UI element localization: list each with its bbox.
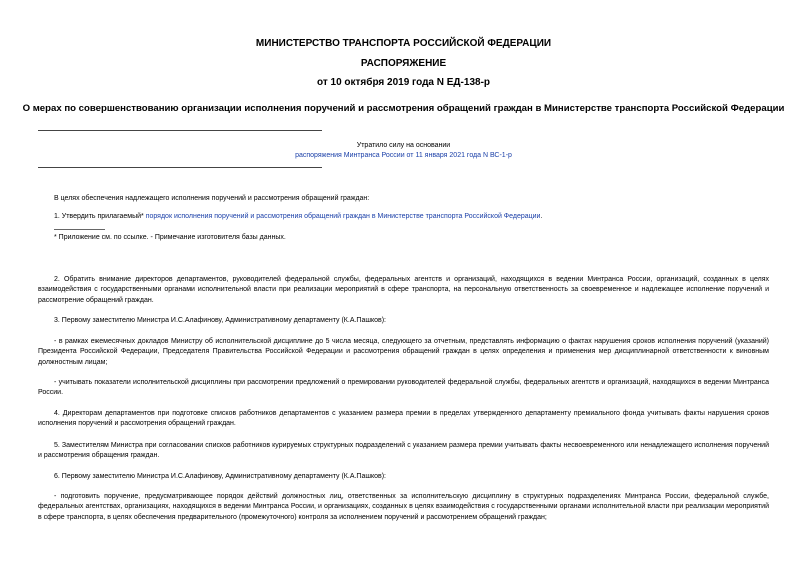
- document-date-number: от 10 октября 2019 года N ЕД-138-р: [316, 77, 491, 88]
- paragraph-5: 5. Заместителям Министра при согласовании списков работников курируемых структурных подразделений с указанием размера премии учитывать факты несвоевременного или ненадлежащего исполнения поручений и рассмотрения обращения граждан.: [38, 442, 769, 460]
- paragraph-3b: - учитывать показатели исполнительской дисциплины при рассмотрении предложений о премировании руководителей федеральной службы, федеральных агентств и организаций, находящихся в ведении Минтранса России.: [38, 379, 769, 397]
- procedure-link[interactable]: порядок исполнения поручений и рассмотрения обращений граждан в Министерстве транспорта Российской Федерации: [145, 213, 541, 220]
- intro-paragraph: В целях обеспечения надлежащего исполнения поручений и рассмотрения обращений граждан:: [54, 195, 370, 202]
- status-note: Утратило силу на основании: [356, 142, 451, 149]
- divider-bottom: [38, 167, 322, 168]
- footnote: * Приложение см. по ссылке. - Примечание изготовителя базы данных.: [54, 234, 286, 241]
- paragraph-2: 2. Обратить внимание директоров департаментов, руководителей федеральной службы, федеральных агентств и организаций, находящихся в ведении Минтранса России, организаций, созданных в целях взаимодействия с государственными органами исполнительной власти при реализации мероприятий в сфере транспорта, на персональную ответственность за своевременное и надлежащее исполнение поручений и рассмотрение обращений граждан.: [38, 276, 769, 304]
- paragraph-6: 6. Первому заместителю Министра И.С.Алафинову, Административному департаменту (К.А.Пашков):: [54, 473, 386, 480]
- document-subject: О мерах по совершенствованию организации исполнения поручений и рассмотрения обращений граждан в Министерстве транспорта Российской Федерации: [22, 103, 785, 114]
- paragraph-1-suffix: .: [540, 213, 543, 220]
- paragraph-1-prefix: 1. Утвердить прилагаемый*: [54, 213, 146, 220]
- ministry-title: МИНИСТЕРСТВО ТРАНСПОРТА РОССИЙСКОЙ ФЕДЕРАЦИИ: [255, 38, 552, 49]
- paragraph-3a: - в рамках ежемесячных докладов Министру об исполнительской дисциплине до 5 числа месяца, следующего за отчетным, представлять информацию о фактах нарушения сроков исполнения поручений (указаний) Президента Российской Федерации, Председателя Правительства Российской Федерации и рассмотрения обращений граждан в целях определения и применения мер дисциплинарной ответственности к виновным должностным лицам;: [38, 338, 769, 366]
- divider-top: [38, 130, 322, 131]
- paragraph-3: 3. Первому заместителю Министра И.С.Алафинову, Административному департаменту (К.А.Пашков):: [54, 317, 386, 324]
- paragraph-4: 4. Директорам департаментов при подготовке списков работников департаментов с указанием размера премии в пределах утвержденного департаменту премиального фонда учитывать факты нарушения сроков исполнения поручений и рассмотрения обращений граждан.: [38, 410, 769, 428]
- paragraph-6a: - подготовить поручение, предусматривающее порядок действий должностных лиц, ответственных за исполнительскую дисциплину в структурных подразделениях Минтранса России, федеральной службе, федеральных агентствах, организациях, находящихся в ведении Минтранса России, и организациях, созданных в целях взаимодействия с государственными органами исполнительной власти при реализации мероприятий в сфере транспорта, в целях обеспечения предварительного (промежуточного) контроля за исполнением поручений и рассмотрением обращений граждан;: [38, 493, 769, 521]
- paragraph-1: [38, 212, 769, 222]
- footnote-divider: [54, 229, 105, 230]
- document-type: РАСПОРЯЖЕНИЕ: [360, 58, 447, 69]
- status-link[interactable]: распоряжения Минтранса России от 11 января 2021 года N ВС-1-р: [295, 152, 512, 159]
